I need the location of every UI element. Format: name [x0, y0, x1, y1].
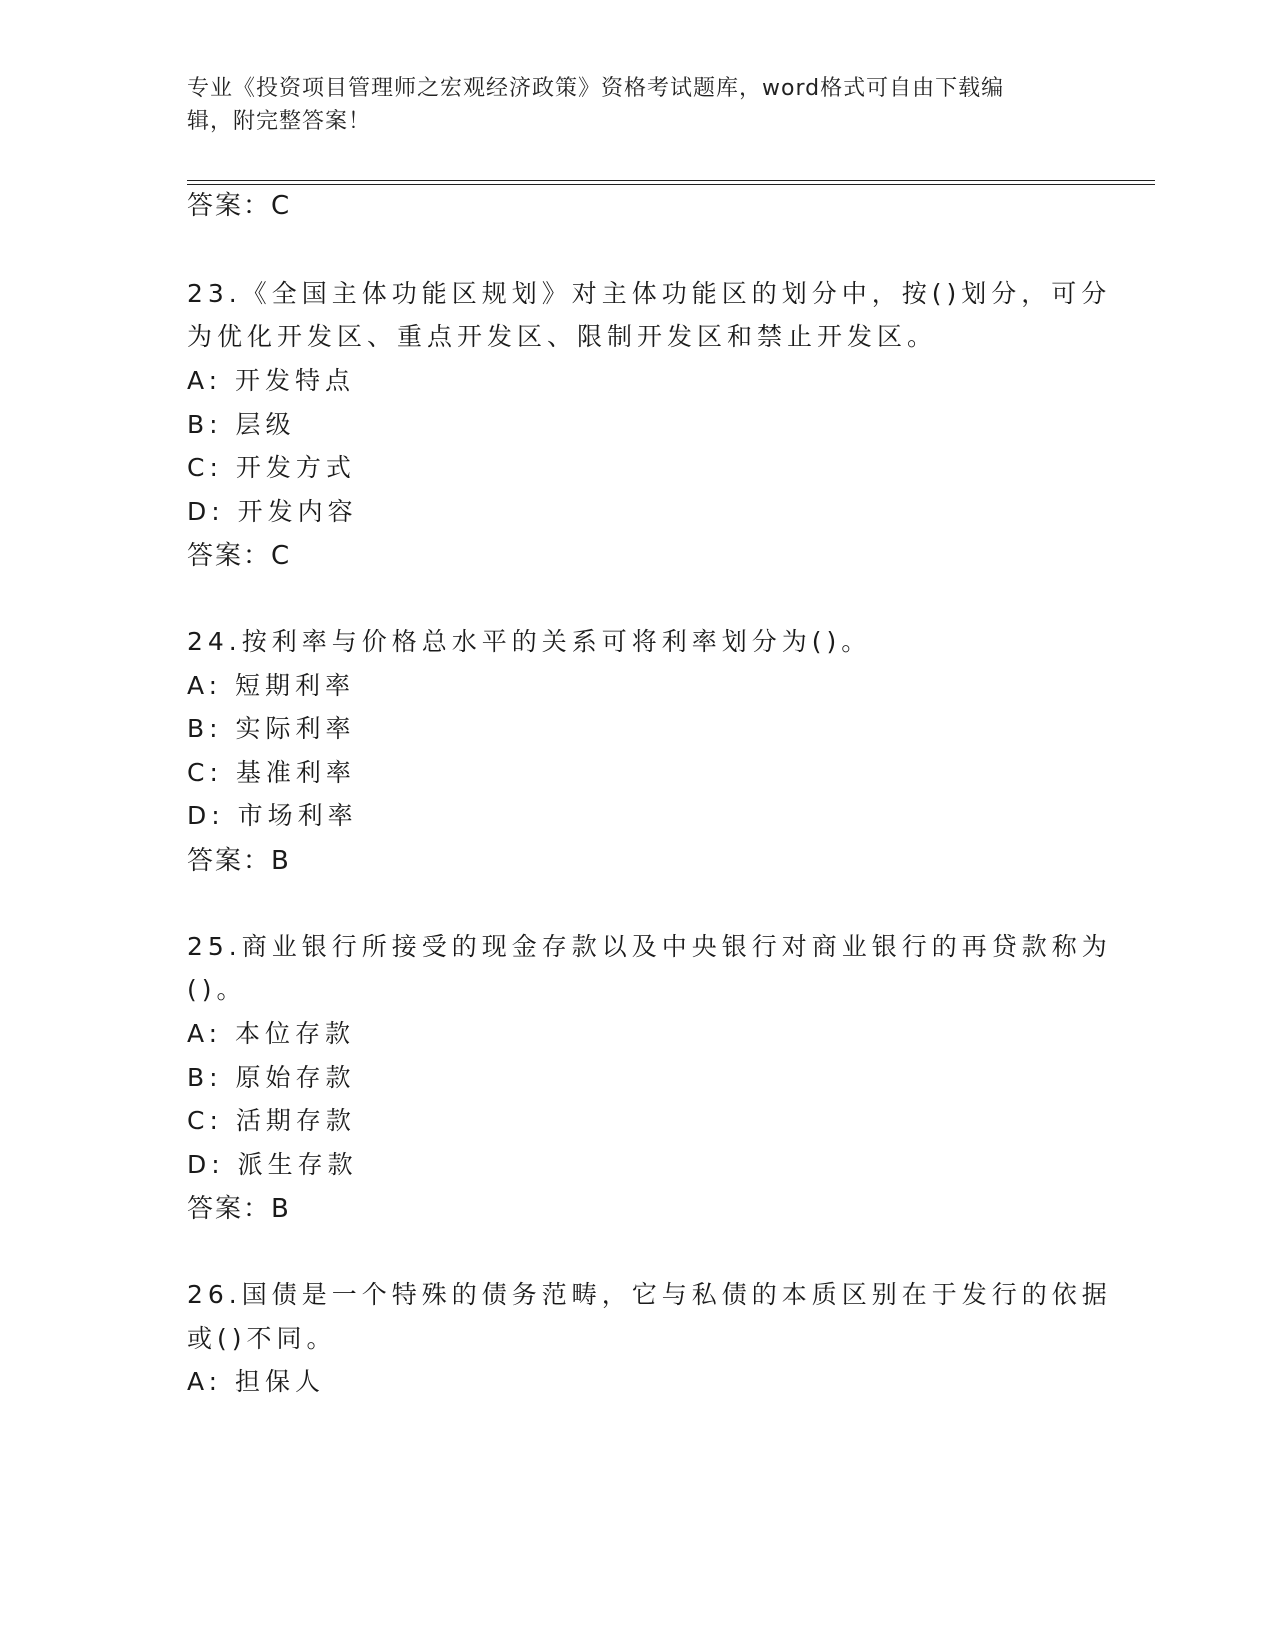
- question-23-option-c: C: 开发方式: [187, 453, 356, 482]
- question-25-option-b: B: 原始存款: [187, 1063, 356, 1092]
- question-24-option-a: A: 短期利率: [187, 671, 356, 700]
- document-header: [187, 72, 1067, 138]
- question-25-option-c: C: 活期存款: [187, 1106, 356, 1135]
- question-25-option-a: A: 本位存款: [187, 1019, 356, 1048]
- header-line-1: 专业《投资项目管理师之宏观经济政策》资格考试题库，word格式可自由下载编: [187, 76, 1005, 101]
- question-24-stem-line-1: 24.按利率与价格总水平的关系可将利率划分为()。: [187, 627, 872, 656]
- question-26-stem-line-1: 26.国债是一个特殊的债务范畴，它与私债的本质区别在于发行的依据: [187, 1280, 1112, 1309]
- question-24-option-d: D: 市场利率: [187, 801, 358, 830]
- question-25-stem-line-1: 25.商业银行所接受的现金存款以及中央银行对商业银行的再贷款称为: [187, 932, 1112, 961]
- question-23-stem-line-1: 23.《全国主体功能区规划》对主体功能区的划分中，按()划分，可分: [187, 279, 1112, 308]
- question-26-stem-line-2: 或()不同。: [187, 1324, 337, 1353]
- header-rule-top: [187, 180, 1155, 181]
- header-rule-bottom: [187, 184, 1155, 185]
- header-line-2: 辑，附完整答案！: [187, 109, 372, 134]
- question-23-answer: 答案：C: [187, 541, 292, 571]
- question-23-option-d: D: 开发内容: [187, 497, 358, 526]
- question-23-stem-line-2: 为优化开发区、重点开发区、限制开发区和禁止开发区。: [187, 322, 938, 351]
- question-24-option-c: C: 基准利率: [187, 758, 356, 787]
- question-25-stem-line-2: ()。: [187, 975, 247, 1004]
- question-24-option-b: B: 实际利率: [187, 714, 356, 743]
- question-25-option-d: D: 派生存款: [187, 1150, 358, 1179]
- question-23-option-b: B: 层级: [187, 410, 296, 439]
- question-25-answer: 答案：B: [187, 1194, 291, 1224]
- question-26-option-a: A: 担保人: [187, 1367, 326, 1396]
- answer-previous: 答案：C: [187, 191, 292, 221]
- question-23-option-a: A: 开发特点: [187, 366, 356, 395]
- question-24-answer: 答案：B: [187, 846, 291, 876]
